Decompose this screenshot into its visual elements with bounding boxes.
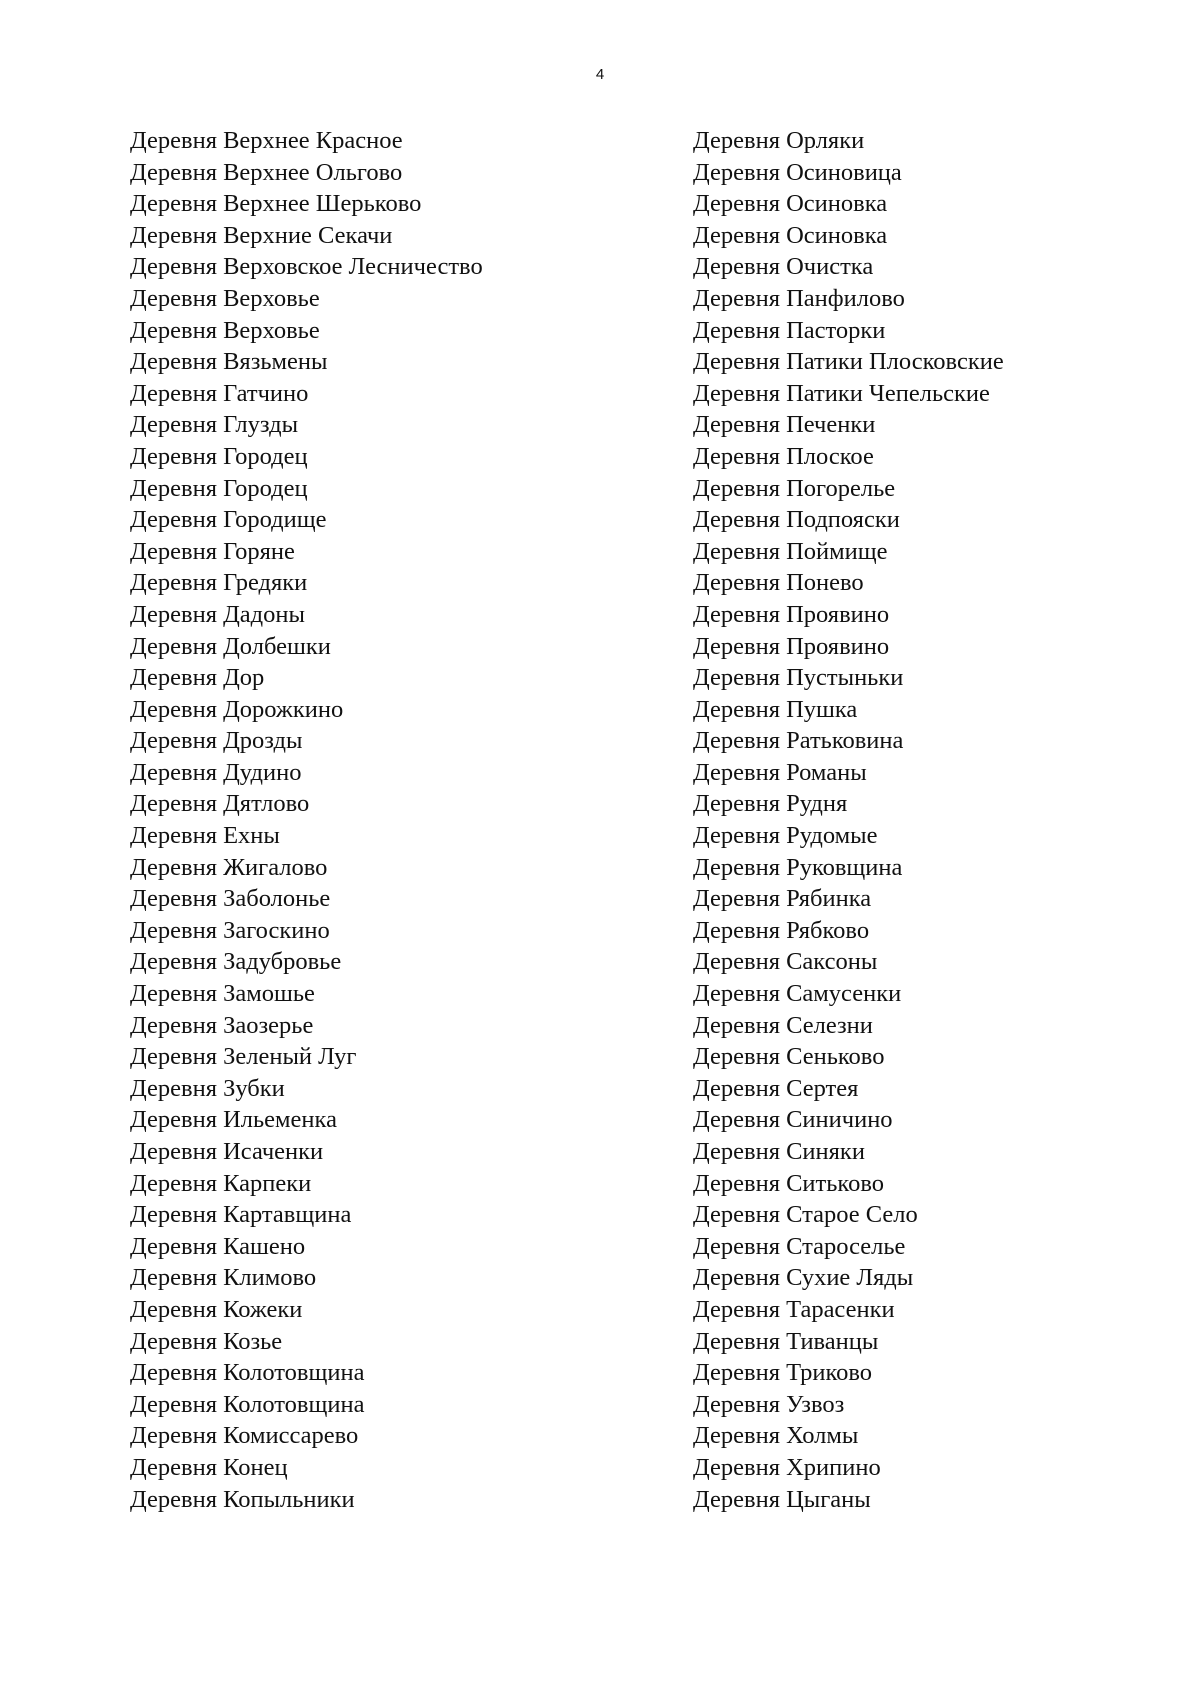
- settlement-item: Деревня Дрозды: [130, 727, 303, 755]
- settlement-item: Деревня Рудня: [693, 790, 848, 818]
- settlement-item: Деревня Проявино: [693, 632, 890, 660]
- settlement-item: Деревня Дудино: [130, 758, 302, 786]
- settlement-item: Деревня Поймище: [693, 537, 888, 565]
- settlement-item: Деревня Цыганы: [693, 1485, 871, 1513]
- settlement-item: Деревня Козье: [130, 1327, 283, 1355]
- settlement-item: Деревня Копыльники: [130, 1485, 355, 1513]
- settlement-item: Деревня Гатчино: [130, 379, 309, 407]
- settlement-item: Деревня Селезни: [693, 1011, 873, 1039]
- settlement-item: Деревня Хрипино: [693, 1453, 881, 1481]
- settlement-item: Деревня Горяне: [130, 537, 295, 565]
- settlement-item: Деревня Жигалово: [130, 853, 328, 881]
- settlement-item: Деревня Ситьково: [693, 1169, 884, 1197]
- settlement-item: Деревня Погорелье: [693, 474, 896, 502]
- settlement-item: Деревня Пасторки: [693, 316, 886, 344]
- settlement-item: Деревня Рябково: [693, 916, 870, 944]
- settlement-list-right: [693, 125, 1173, 1515]
- settlement-item: Деревня Комиссарево: [130, 1422, 359, 1450]
- settlement-item: Деревня Сеньково: [693, 1043, 885, 1071]
- settlement-item: Деревня Пушка: [693, 695, 858, 723]
- settlement-item: Деревня Тиванцы: [693, 1327, 879, 1355]
- settlement-item: Деревня Синяки: [693, 1138, 865, 1165]
- settlement-item: Деревня Руковщина: [693, 853, 903, 881]
- settlement-item: Деревня Патики Плосковские: [693, 348, 1004, 376]
- settlement-item: Деревня Верхнее Красное: [130, 127, 403, 154]
- settlement-item: Деревня Ехны: [130, 822, 280, 850]
- settlement-item: Деревня Саксоны: [693, 948, 878, 976]
- settlement-item: Деревня Дорожкино: [130, 695, 344, 723]
- settlement-item: Деревня Плоское: [693, 442, 874, 470]
- settlement-item: Деревня Ратьковина: [693, 727, 904, 755]
- settlement-item: Деревня Климово: [130, 1264, 317, 1292]
- settlement-list-left: [130, 125, 600, 1515]
- settlement-item: Деревня Колотовщина: [130, 1359, 365, 1387]
- settlement-item: Деревня Сухие Ляды: [693, 1264, 914, 1292]
- settlement-item: Деревня Городец: [130, 474, 308, 502]
- page-number: 4: [595, 66, 605, 83]
- settlement-item: Деревня Холмы: [693, 1422, 859, 1450]
- settlement-item: Деревня Верхнее Шерьково: [130, 190, 422, 218]
- settlement-item: Деревня Кашено: [130, 1232, 306, 1260]
- settlement-item: Деревня Дор: [130, 664, 265, 692]
- settlement-item: Деревня Синичино: [693, 1106, 893, 1134]
- settlement-item: Деревня Кожеки: [130, 1295, 303, 1323]
- settlement-item: Деревня Верховье: [130, 284, 320, 312]
- settlement-item: Деревня Гредяки: [130, 569, 308, 597]
- settlement-item: Деревня Осиновица: [693, 158, 902, 186]
- settlement-item: Деревня Триково: [693, 1359, 873, 1387]
- settlement-item: Деревня Проявино: [693, 600, 890, 628]
- settlement-item: Деревня Ильеменка: [130, 1106, 337, 1134]
- settlement-item: Деревня Вязьмены: [130, 348, 328, 376]
- settlement-item: Деревня Верхнее Ольгово: [130, 158, 403, 186]
- settlement-item: Деревня Печенки: [693, 411, 876, 439]
- settlement-item: Деревня Зеленый Луг: [130, 1043, 357, 1071]
- settlement-item: Деревня Сертея: [693, 1074, 859, 1102]
- settlement-item: Деревня Зубки: [130, 1074, 285, 1102]
- settlement-item: Деревня Патики Чепельские: [693, 379, 990, 407]
- settlement-item: Деревня Подпояски: [693, 506, 900, 534]
- settlement-item: Деревня Очистка: [693, 253, 874, 281]
- settlement-item: Деревня Верхние Секачи: [130, 221, 393, 249]
- settlement-item: Деревня Тарасенки: [693, 1295, 895, 1323]
- settlement-item: Деревня Загоскино: [130, 916, 330, 944]
- settlement-item: Деревня Романы: [693, 758, 867, 786]
- settlement-item: Деревня Узвоз: [693, 1390, 845, 1418]
- settlement-item: Деревня Задубровье: [130, 948, 342, 976]
- settlement-item: Деревня Дадоны: [130, 600, 305, 628]
- settlement-item: Деревня Заозерье: [130, 1011, 314, 1039]
- settlement-item: Деревня Самусенки: [693, 980, 902, 1008]
- settlement-item: Деревня Орляки: [693, 127, 865, 154]
- settlement-item: Деревня Городец: [130, 442, 308, 470]
- settlement-item: Деревня Верховское Лесничество: [130, 253, 483, 281]
- settlement-item: Деревня Колотовщина: [130, 1390, 365, 1418]
- settlement-item: Деревня Староселье: [693, 1232, 906, 1260]
- settlement-item: Деревня Осиновка: [693, 221, 888, 249]
- settlement-item: Деревня Заболонье: [130, 885, 331, 913]
- settlement-item: Деревня Старое Село: [693, 1201, 918, 1229]
- settlement-item: Деревня Понево: [693, 569, 864, 597]
- settlement-item: Деревня Конец: [130, 1453, 288, 1481]
- settlement-item: Деревня Исаченки: [130, 1138, 324, 1165]
- settlement-item: Деревня Карпеки: [130, 1169, 312, 1197]
- settlement-item: Деревня Панфилово: [693, 284, 905, 312]
- settlement-item: Деревня Пустыньки: [693, 664, 904, 692]
- settlement-item: Деревня Замошье: [130, 980, 315, 1008]
- settlement-item: Деревня Долбешки: [130, 632, 331, 660]
- settlement-item: Деревня Рудомые: [693, 822, 878, 850]
- settlement-item: Деревня Осиновка: [693, 190, 888, 218]
- settlement-item: Деревня Картавщина: [130, 1201, 352, 1229]
- settlement-item: Деревня Верховье: [130, 316, 320, 344]
- settlement-item: Деревня Городище: [130, 506, 327, 534]
- settlement-item: Деревня Дятлово: [130, 790, 310, 818]
- settlement-item: Деревня Глузды: [130, 411, 299, 439]
- settlement-item: Деревня Рябинка: [693, 885, 872, 913]
